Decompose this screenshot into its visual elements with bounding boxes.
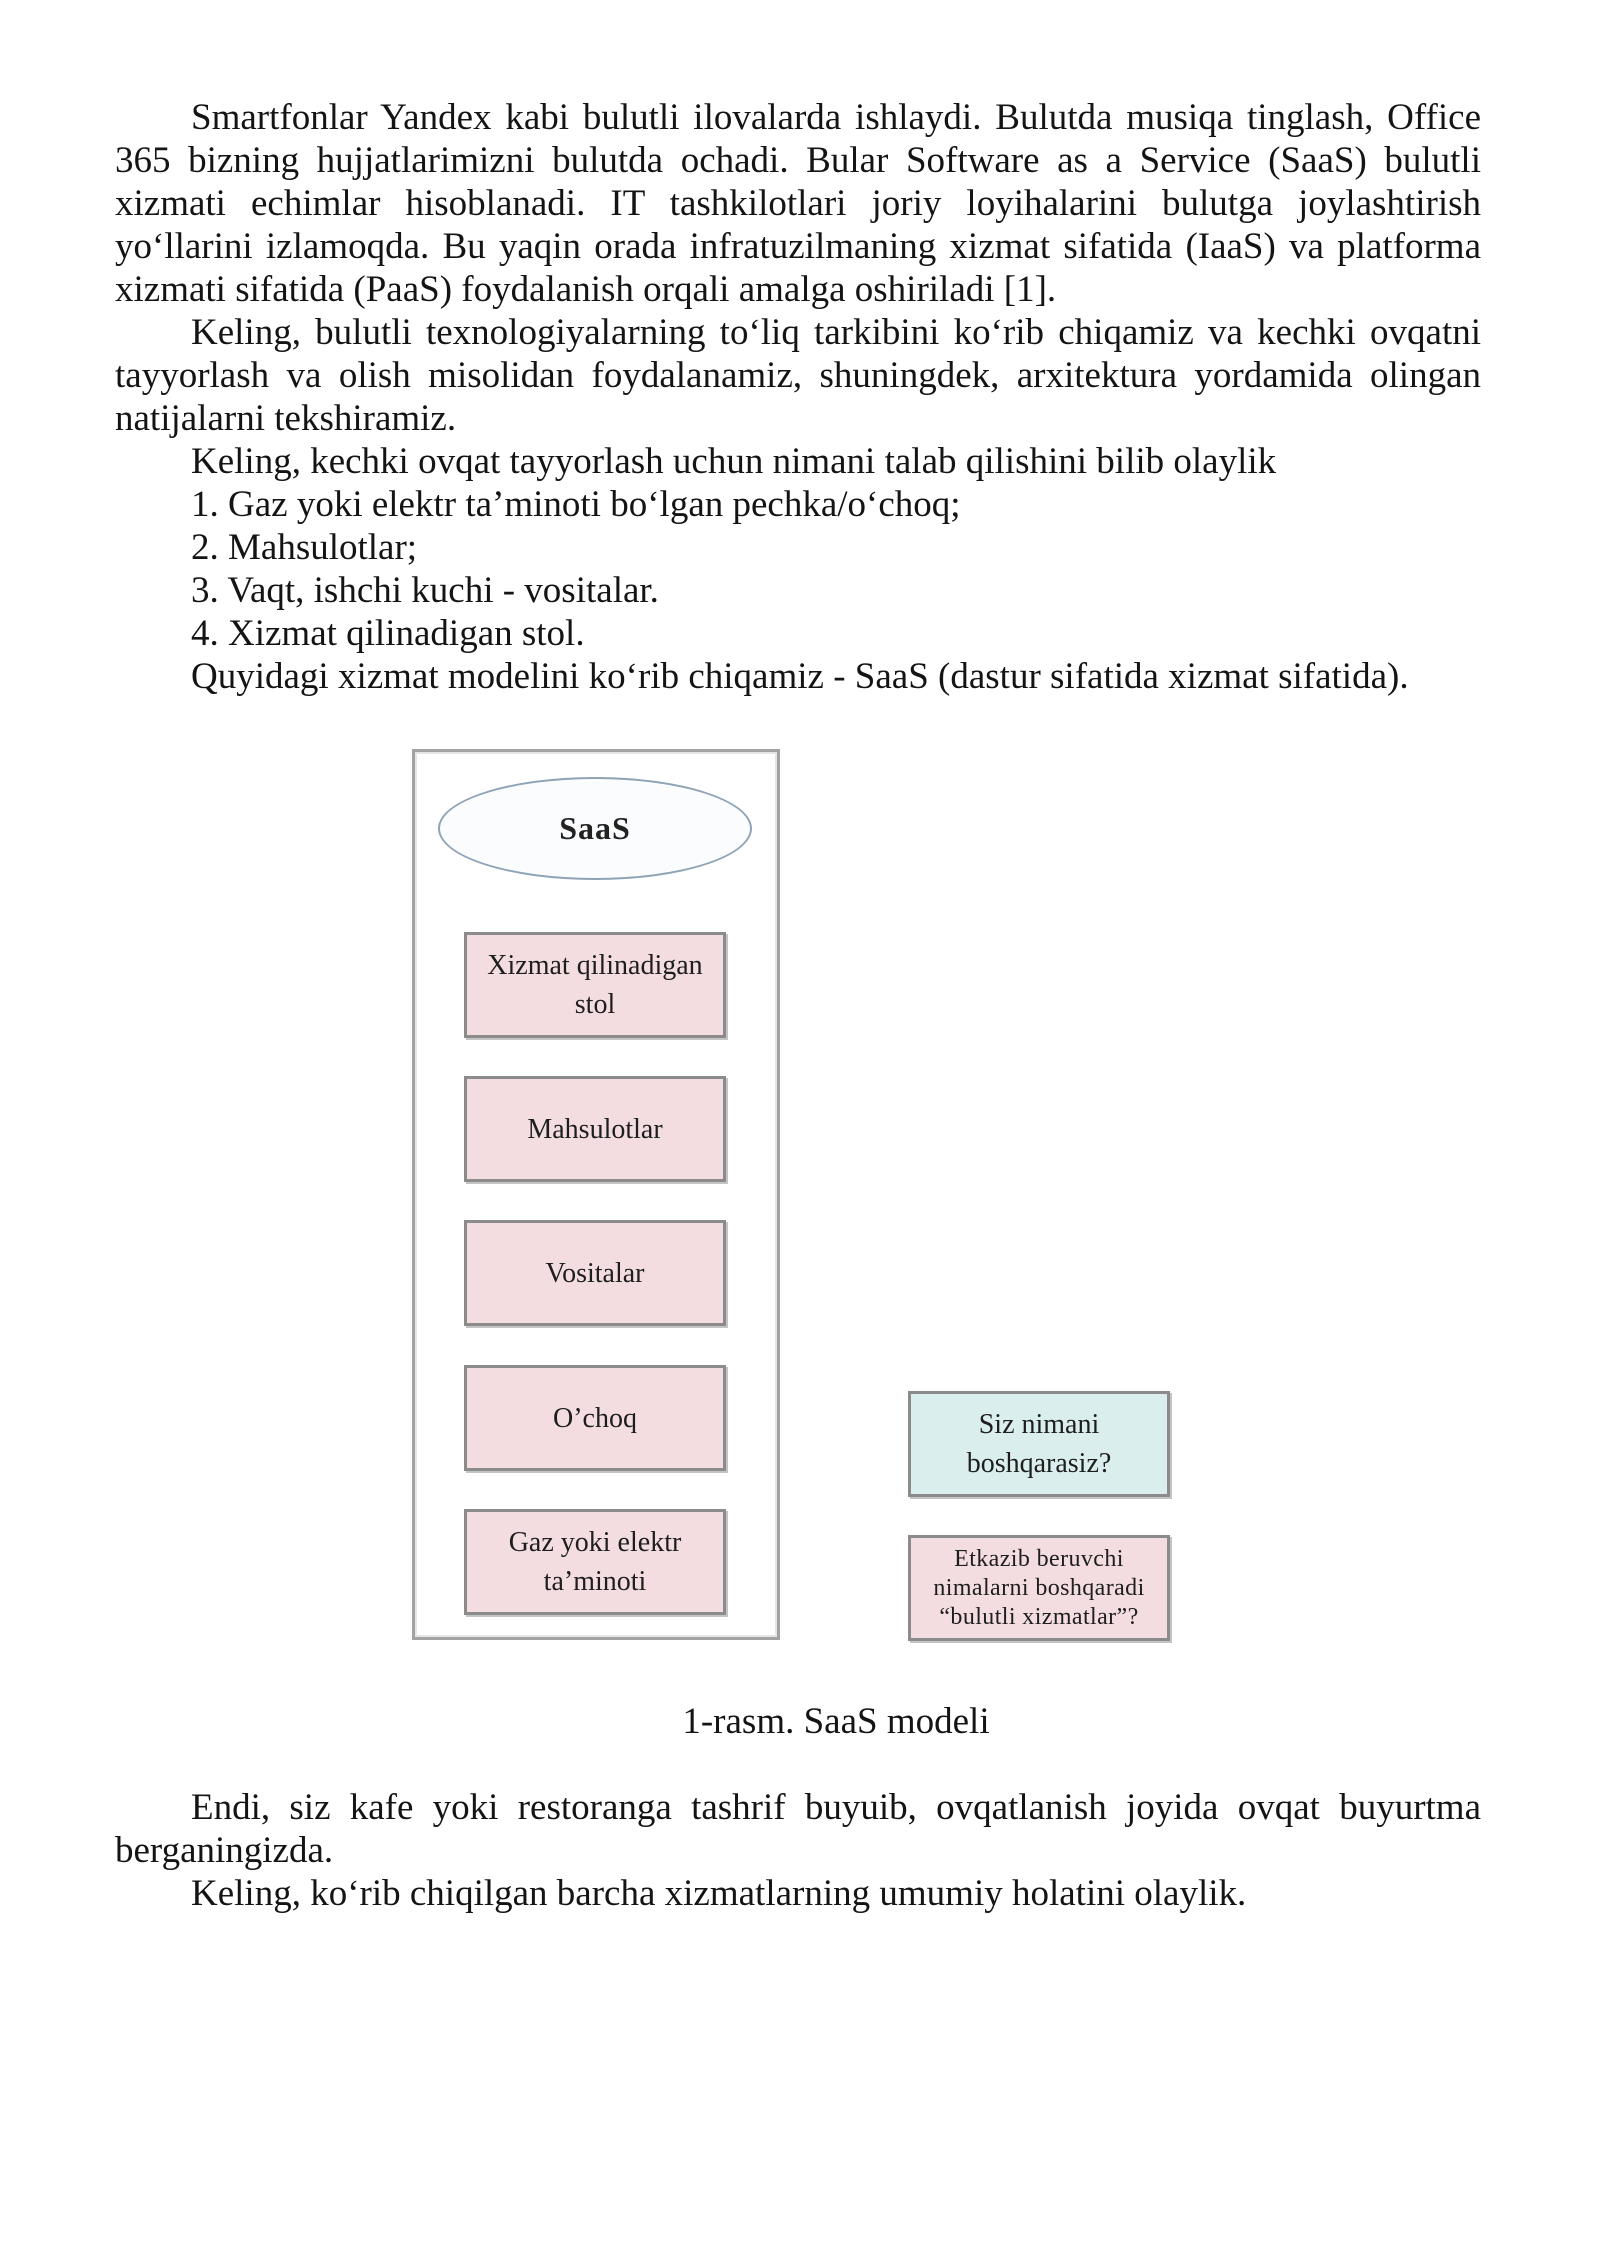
diagram-frame	[412, 749, 780, 1640]
box-label: ta’minoti	[543, 1566, 647, 1597]
paragraph-restaurant	[115, 1786, 1481, 1872]
stack-box-tools	[464, 1220, 726, 1326]
box-label: Gaz yoki elektr	[508, 1527, 682, 1558]
legend-label: boshqarasiz?	[966, 1448, 1112, 1479]
paragraph-saas-intro: Quyidagi xizmat modelini koʻrib chiqamiz - SaaS (dastur sifatida xizmat sifatida).	[191, 656, 1409, 697]
legend-box-provider-managed	[908, 1535, 1170, 1641]
box-label: stol	[574, 989, 616, 1020]
legend-label: Etkazib beruvchi	[954, 1545, 1124, 1572]
list-item: 2. Mahsulotlar;	[191, 527, 418, 568]
paragraph-line: berganingizda.	[115, 1830, 334, 1871]
list-item: 4. Xizmat qilinadigan stol.	[191, 613, 585, 654]
box-label: Mahsulotlar	[527, 1113, 663, 1145]
paragraph-line: xizmati sifatida (PaaS) foydalanish orqali amalga oshiriladi [1].	[115, 269, 1057, 310]
box-label: Xizmat qilinadigan	[487, 950, 703, 981]
box-label: Vositalar	[545, 1257, 645, 1289]
list-item: 3. Vaqt, ishchi kuchi - vositalar.	[191, 570, 659, 611]
paragraph-line: xizmati echimlar hisoblanadi. IT tashkilotlari joriy loyihalarini bulutga joylashtirish	[115, 183, 1481, 224]
legend-box-user-managed	[908, 1391, 1170, 1497]
saas-title: SaaS	[559, 810, 631, 846]
paragraph-line: yoʻllarini izlamoqda. Bu yaqin orada infratuzilmaning xizmat sifatida (IaaS) va platforma	[115, 226, 1481, 267]
box-label: O’choq	[553, 1402, 637, 1434]
paragraph-summary: Keling, koʻrib chiqilgan barcha xizmatlarning umumiy holatini olaylik.	[191, 1873, 1247, 1914]
text-block-bottom	[115, 1786, 1481, 1915]
legend-label: nimalarni boshqaradi	[933, 1574, 1145, 1601]
stack-box-stove	[464, 1365, 726, 1471]
paragraph-line: Keling, bulutli texnologiyalarning toʻliq tarkibini koʻrib chiqamiz va kechki ovqatni	[191, 312, 1481, 353]
paragraph-cloud-components	[115, 311, 1481, 440]
paragraph-line: tayyorlash va olish misolidan foydalanamiz, shuningdek, arxitektura yordamida olingan	[115, 355, 1481, 396]
paragraph-line: natijalarni tekshiramiz.	[115, 398, 457, 439]
figure-caption: 1-rasm. SaaS modeli	[682, 1701, 990, 1742]
paragraph-line: Endi, siz kafe yoki restoranga tashrif buyuib, ovqatlanish joyida ovqat buyurtma	[191, 1787, 1481, 1828]
paragraph-line: 365 bizning hujjatlarimizni bulutda ochadi. Bular Software as a Service (SaaS) bulutli	[115, 140, 1481, 181]
stack-box-serving-table	[464, 932, 726, 1038]
legend-label: “bulutli xizmatlar”?	[939, 1603, 1139, 1630]
legend-label: Siz nimani	[978, 1409, 1100, 1440]
stack-box-gas-electricity	[464, 1509, 726, 1615]
stack-box-products	[464, 1076, 726, 1182]
text-block-top	[115, 96, 1481, 698]
list-item: 1. Gaz yoki elektr ta’minoti boʻlgan pechka/oʻchoq;	[191, 484, 961, 525]
paragraph-line: Smartfonlar Yandex kabi bulutli ilovalarda ishlaydi. Bulutda musiqa tinglash, Office	[191, 97, 1481, 138]
paragraph-intro	[115, 96, 1481, 311]
paragraph-dinner-requirements: Keling, kechki ovqat tayyorlash uchun nimani talab qilishini bilib olaylik	[191, 441, 1277, 482]
requirements-list	[115, 483, 1481, 655]
saas-ellipse	[438, 777, 752, 880]
